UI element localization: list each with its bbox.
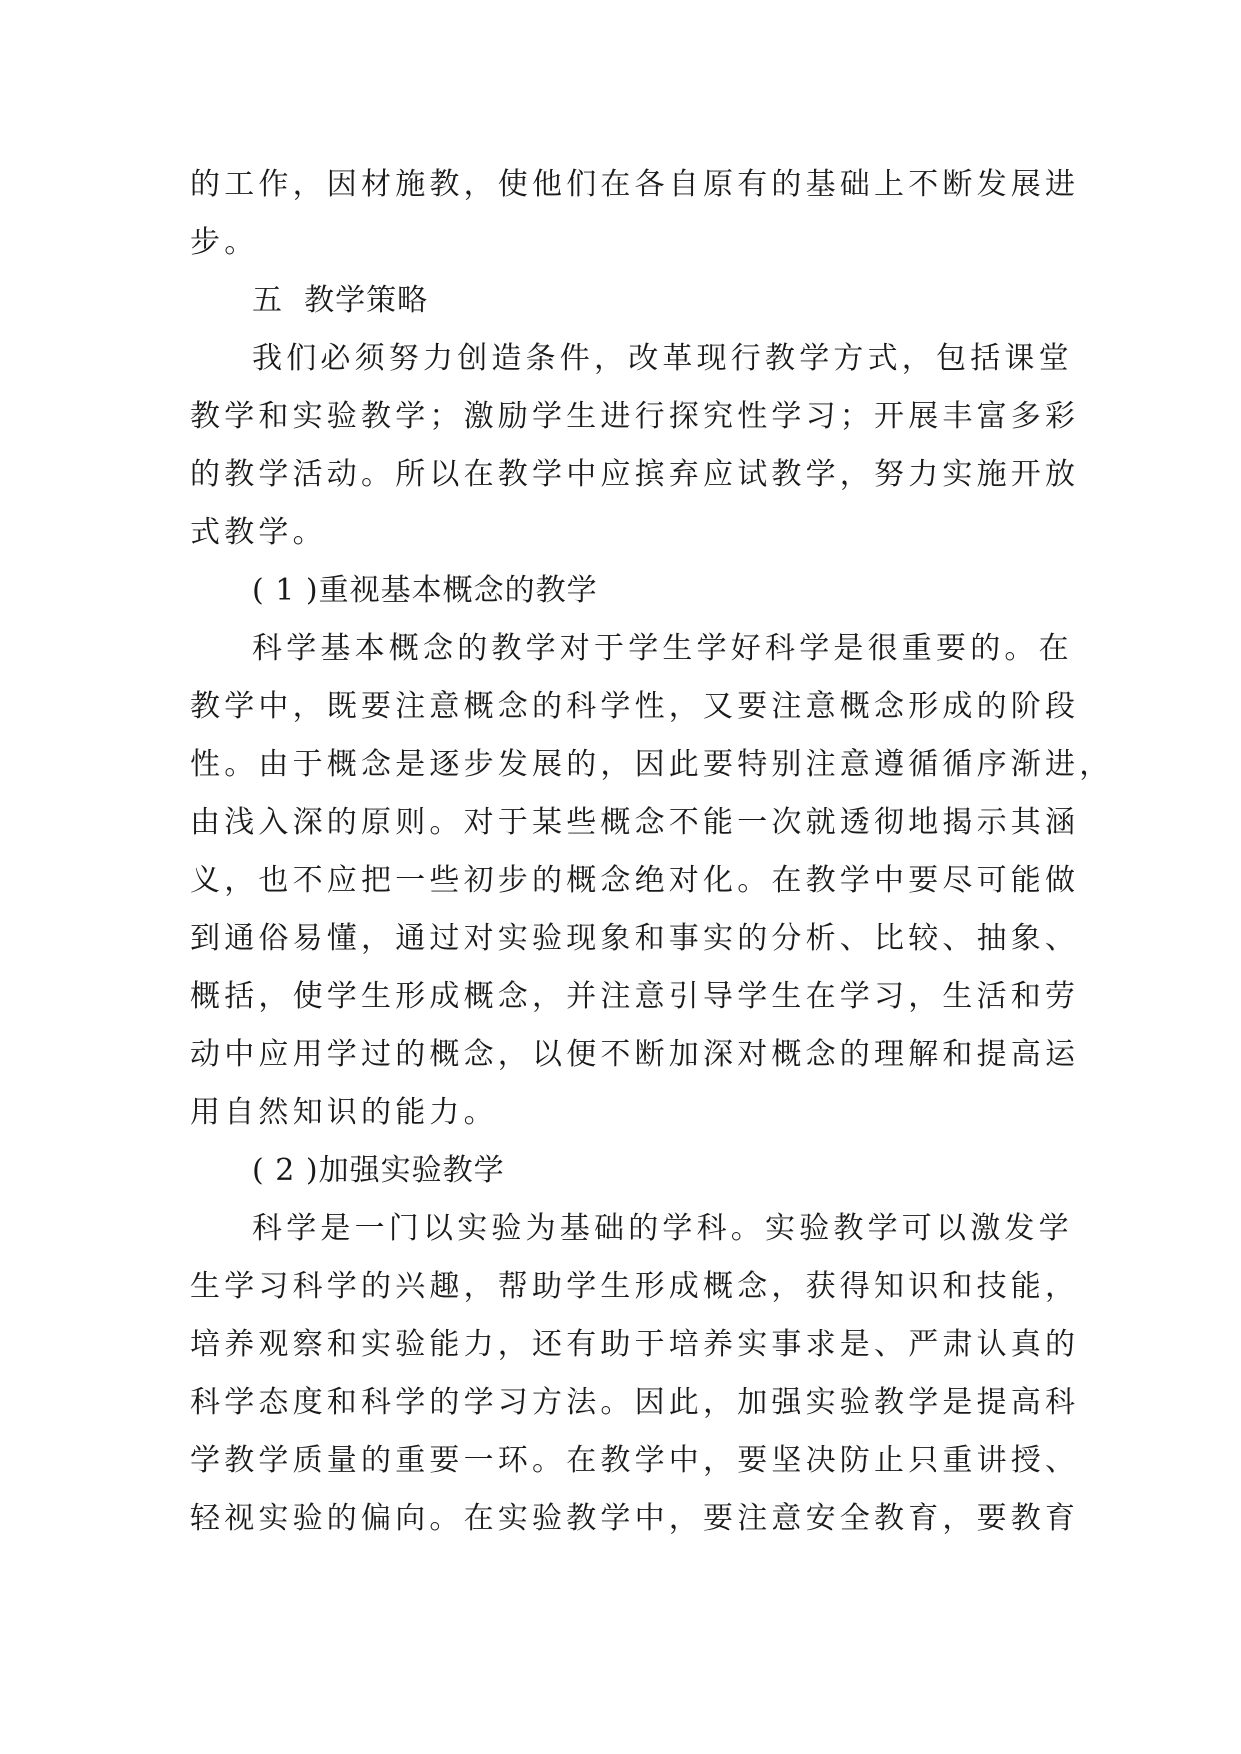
text-line: 概括，使学生形成概念，并注意引导学生在学习，生活和劳 — [190, 979, 1080, 1014]
text-line: 的教学活动。所以在教学中应摈弃应试教学，努力实施开放 — [190, 457, 1080, 492]
text-line: 式教学。 — [190, 515, 327, 550]
text-line: 步。 — [190, 225, 259, 260]
text-line: 的工作，因材施教，使他们在各自原有的基础上不断发展进 — [190, 167, 1080, 202]
text-line: 动中应用学过的概念，以便不断加深对概念的理解和提高运 — [190, 1037, 1080, 1072]
text-line: 培养观察和实验能力，还有助于培养实事求是、严肃认真的 — [190, 1327, 1080, 1362]
text-line: 到通俗易懂，通过对实验现象和事实的分析、比较、抽象、 — [190, 921, 1080, 956]
section-heading: 五 教学策略 — [252, 283, 429, 318]
text-line: 科学态度和科学的学习方法。因此，加强实验教学是提高科 — [190, 1385, 1080, 1420]
text-line: 学教学质量的重要一环。在教学中，要坚决防止只重讲授、 — [190, 1443, 1080, 1478]
text-line: 轻视实验的偏向。在实验教学中，要注意安全教育，要教育 — [190, 1501, 1080, 1536]
subsection-heading: ( 1 )重视基本概念的教学 — [252, 573, 598, 608]
text-line: 教学中，既要注意概念的科学性，又要注意概念形成的阶段 — [190, 689, 1080, 724]
text-line: 用自然知识的能力。 — [190, 1095, 498, 1130]
text-line: 由浅入深的原则。对于某些概念不能一次就透彻地揭示其涵 — [190, 805, 1080, 840]
text-line: 性。由于概念是逐步发展的，因此要特别注意遵循循序渐进， — [190, 747, 1114, 782]
paragraph-first-line: 科学基本概念的教学对于学生学好科学是很重要的。在 — [252, 631, 1073, 666]
subsection-heading: ( 2 )加强实验教学 — [252, 1153, 505, 1188]
text-line: 教学和实验教学；激励学生进行探究性学习；开展丰富多彩 — [190, 399, 1080, 434]
text-line: 生学习科学的兴趣，帮助学生形成概念，获得知识和技能， — [190, 1269, 1080, 1304]
paragraph-first-line: 科学是一门以实验为基础的学科。实验教学可以激发学 — [252, 1211, 1073, 1246]
text-line: 义，也不应把一些初步的概念绝对化。在教学中要尽可能做 — [190, 863, 1080, 898]
paragraph-first-line: 我们必须努力创造条件，改革现行教学方式，包括课堂 — [252, 341, 1073, 376]
